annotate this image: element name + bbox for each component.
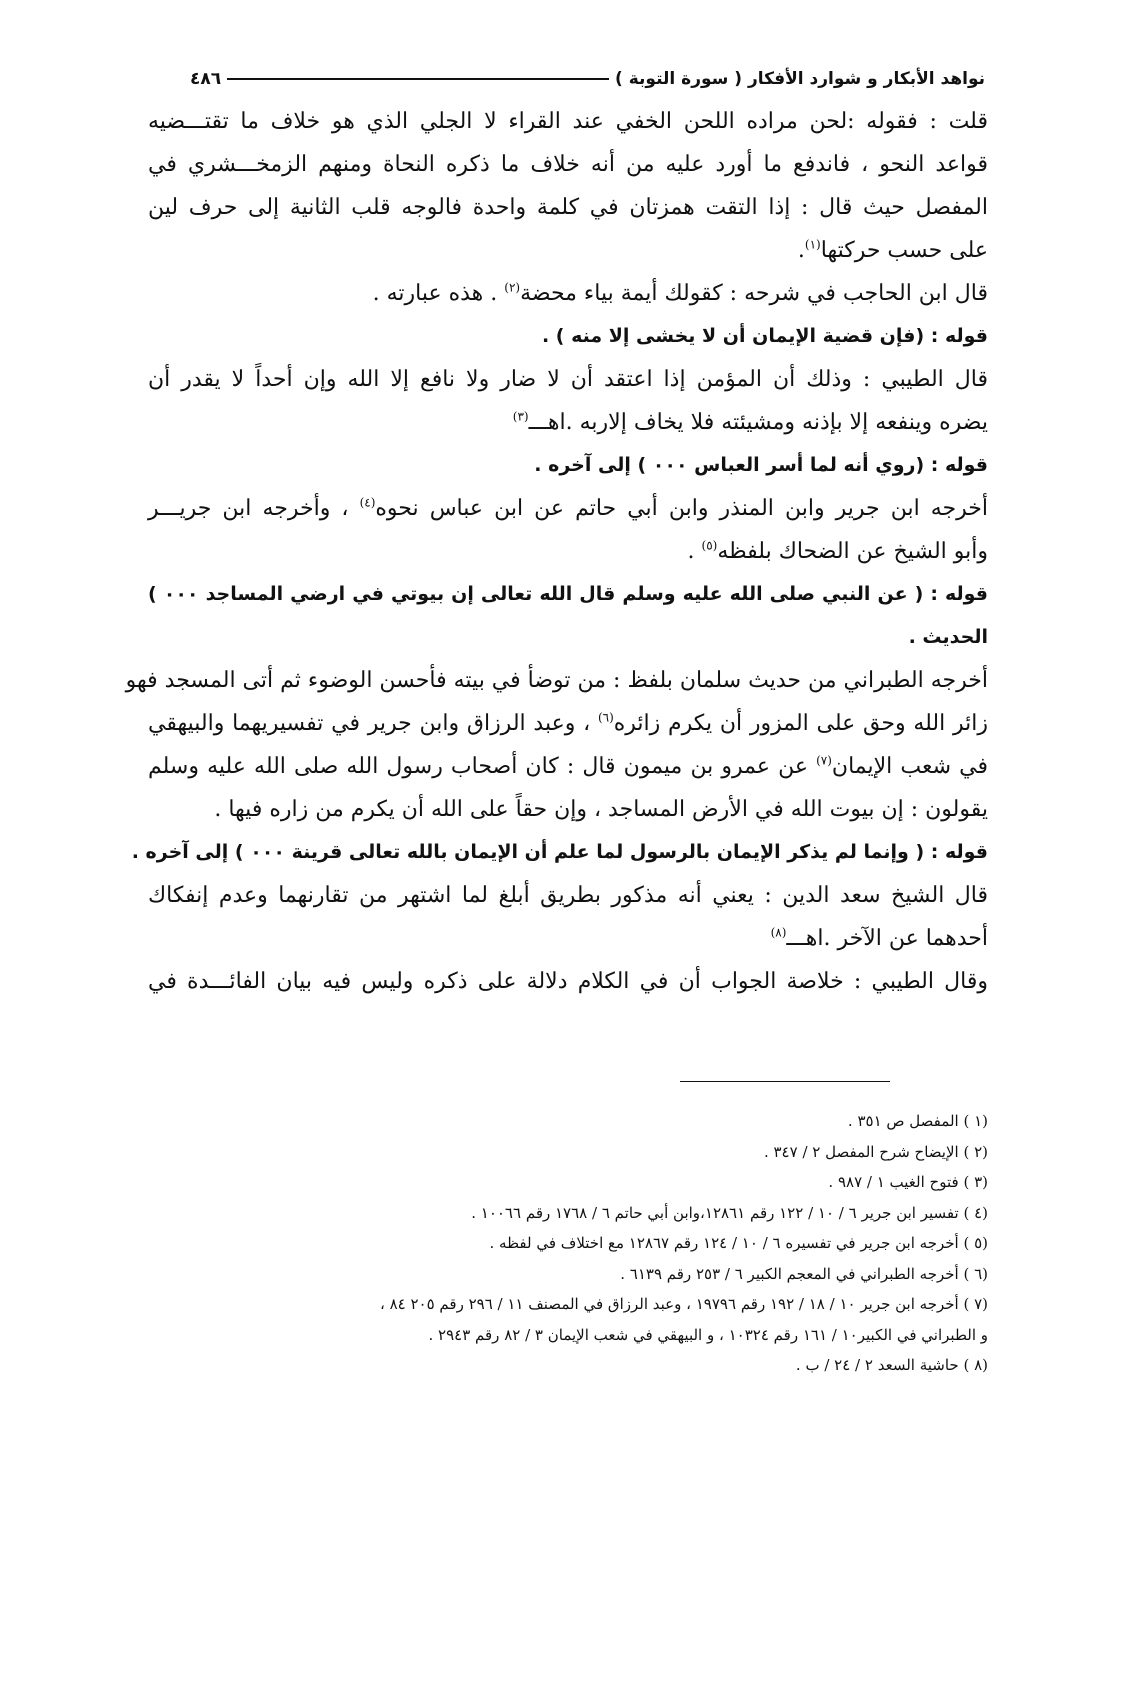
line-text-after: . هذه عبارته . (372, 281, 505, 306)
footnote-marker: (٤) (359, 495, 376, 510)
line-text: على حسب حركتها (820, 238, 988, 263)
footnote-marker: (٨) (770, 925, 787, 940)
line-text: يضره وينفعه إلا بإذنه ومشيئته فلا يخاف إلاربه .اهـــ (528, 410, 988, 435)
line-text-after: ، وعبد الرزاق وابن جرير في تفسيريهما والبيهقي (148, 711, 598, 736)
book-title: نواهد الأبكار و شوارد الأفكار ( سورة التوبة ) (615, 69, 985, 89)
text-line (148, 229, 988, 272)
line-text-after: عن عمرو بن ميمون قال : كان أصحاب رسول الله صلى الله عليه وسلم (148, 754, 817, 779)
footnote: و الطبراني في الكبير١٠ / ١٦١ رقم ١٠٣٢٤ ، و البيهقي في شعب الإيمان ٣ / ٨٢ رقم ٢٩٤٣ . (428, 1325, 988, 1344)
footnote: (٢ ) الإيضاح شرح المفصل ٢ / ٣٤٧ . (763, 1142, 988, 1161)
heading-line (148, 444, 988, 487)
line-text: قوله : (فإن قضية الإيمان أن لا يخشى إلا منه ) . (541, 325, 988, 347)
line-text: يقولون : إن بيوت الله في الأرض المساجد ، وإن حقاً على الله أن يكرم من زاره فيها . (214, 797, 988, 822)
heading-line (148, 315, 988, 358)
text-line (148, 272, 988, 315)
running-header (190, 64, 985, 94)
text-line (148, 917, 988, 960)
footnote: (٤ ) تفسير ابن جرير ٦ / ١٠ / ١٢٢ رقم ١٢٨٦١،وابن أبي حاتم ٦ / ١٧٦٨ رقم ١٠٠٦٦ . (471, 1203, 988, 1222)
footnote-separator (680, 1081, 890, 1082)
header-rule (227, 78, 609, 80)
footnote: (١ ) المفصل ص ٣٥١ . (847, 1112, 988, 1130)
footnote: (٧ ) أخرجه ابن جرير ١٠ / ١٨ / ١٩٢ رقم ١٩٧٩٦ ، وعبد الرزاق في المصنف ١١ / ٢٩٦ رقم ٢٠٥ ٨٤ ، (379, 1295, 988, 1313)
line-text: أخرجه ابن جرير وابن المنذر وابن أبي حاتم عن ابن عباس نحوه (375, 496, 989, 521)
text-line (148, 143, 988, 186)
line-text: قواعد النحو ، فاندفع ما أورد عليه من أنه خلاف ما ذكره النحاة ومنهم الزمخـــشري في (148, 152, 988, 177)
line-text: الحديث . (908, 626, 988, 648)
line-text: في شعب الإيمان (831, 754, 988, 779)
footnote: (٥ ) أخرجه ابن جرير في تفسيره ٦ / ١٠ / ١٢٤ رقم ١٢٨٦٧ مع اختلاف في لفظه . (489, 1234, 988, 1252)
footnote: (٦ ) أخرجه الطبراني في المعجم الكبير ٦ / ٢٥٣ رقم ٦١٣٩ . (620, 1264, 988, 1283)
line-text: أحدهما عن الآخر .اهـــ (786, 926, 988, 951)
page-number: ٤٨٦ (190, 69, 222, 89)
heading-line (148, 573, 988, 616)
line-text: قوله : ( عن النبي صلى الله عليه وسلم قال الله تعالى إن بيوتي في ارضي المساجد ٠٠٠ ) (148, 583, 988, 605)
text-line (148, 702, 988, 745)
heading-line (148, 616, 988, 659)
main-text (125, 100, 989, 1003)
line-text: وأبو الشيخ عن الضحاك بلفظه (717, 539, 988, 564)
line-text: قوله : ( وإنما لم يذكر الإيمان بالرسول لما علم أن الإيمان بالله تعالى قرينة ٠٠٠ ) إلى آخره . (131, 841, 988, 863)
footnote-marker: (٥) (701, 538, 718, 553)
text-line (148, 745, 988, 788)
text-line (148, 401, 988, 444)
text-line (148, 487, 988, 530)
text-line (148, 788, 988, 831)
heading-line (131, 831, 988, 874)
line-text: زائر الله وحق على المزور أن يكرم زائره (613, 711, 988, 736)
text-line (148, 960, 988, 1003)
footnote-marker: (٢) (504, 280, 521, 295)
line-text-after: . (687, 539, 702, 564)
text-line (148, 186, 988, 229)
footnote-marker: (١) (804, 237, 821, 252)
text-line (148, 874, 988, 917)
text-line (148, 530, 988, 573)
footnote-marker: (٦) (597, 710, 614, 725)
line-text: قال الطيبي : وذلك أن المؤمن إذا اعتقد أن لا ضار ولا نافع إلا الله وإن أحداً لا يقدر أن (148, 367, 988, 392)
footnote-marker: (٧) (816, 753, 832, 768)
line-text: قوله : (روي أنه لما أسر العباس ٠٠٠ ) إلى آخره . (534, 454, 988, 476)
line-text: قال الشيخ سعد الدين : يعني أنه مذكور بطريق أبلغ لما اشتهر من تقارنهما وعدم إنفكاك (148, 883, 988, 908)
footnote: (٨ ) حاشية السعد ٢ / ٢٤ / ب . (795, 1356, 988, 1374)
line-text-after: . (797, 238, 805, 263)
footnote-marker: (٣) (512, 409, 529, 424)
footnote: (٣ ) فتوح الغيب ١ / ٩٨٧ . (828, 1173, 988, 1191)
line-text: المفصل حيث قال : إذا التقت همزتان في كلمة واحدة فالوجه قلب الثانية إلى حرف لين (148, 195, 988, 220)
text-line (148, 358, 988, 401)
text-line (125, 659, 988, 702)
text-line (148, 100, 988, 143)
line-text: قلت : فقوله :لحن مراده اللحن الخفي عند القراء لا الجلي الذي هو خلاف ما تقتـــضيه (148, 109, 988, 134)
line-text-after: ، وأخرجه ابن جريـــر (148, 496, 360, 521)
line-text: وقال الطيبي : خلاصة الجواب أن في الكلام دلالة على ذكره وليس فيه بيان الفائـــدة في (148, 969, 989, 994)
footnotes (148, 1106, 988, 1381)
line-text: قال ابن الحاجب في شرحه : كقولك أيمة بياء محضة (520, 281, 988, 306)
line-text: أخرجه الطبراني من حديث سلمان بلفظ : من توضأ في بيته فأحسن الوضوء ثم أتى المسجد فهو (125, 668, 988, 693)
